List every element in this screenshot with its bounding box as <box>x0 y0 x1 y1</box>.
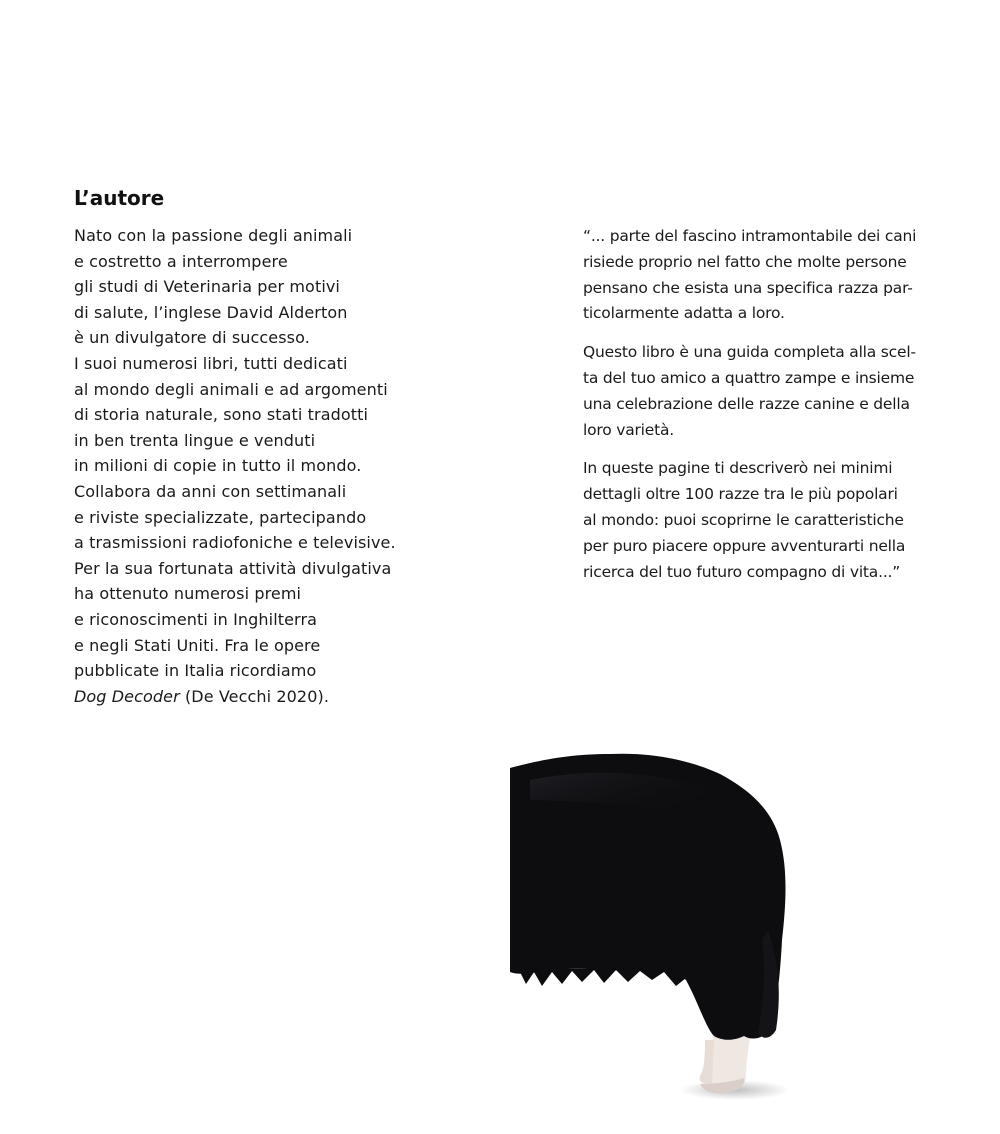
author-bio-text: Nato con la passione degli animali e costretto a interrompere gli studi di Veterinaria per motivi di salute, l’inglese David Alderton è un divulgatore di successo. I suoi numerosi libri, tutti dedicati al mondo degli animali e ad argomenti di storia naturale, sono stati tradotti in ben trenta lingue e venduti in milioni di copie in tutto il mondo. Collabora da anni con settimanali e riviste specializzate, partecipando a trasmissioni radiofoniche e televisive. Per la sua fortunata attività divulgativa ha ottenuto numerosi premi e riconoscimenti in Inghilterra e negli Stati Uniti. Fra le opere pubblicate in Italia ricordiamo <box>74 226 396 681</box>
book-title: Dog Decoder <box>74 686 180 706</box>
author-bio <box>74 223 419 709</box>
dog-far-leg <box>700 1040 714 1084</box>
book-quote <box>583 224 928 598</box>
quote-paragraph-1: “... parte del fascino intramontabile dei cani risiede proprio nel fatto che molte persone pensano che esista una specifica razza par- ticolarmente adatta a loro. <box>583 227 917 323</box>
quote-paragraph-3: In queste pagine ti descriverò nei minimi dettagli oltre 100 razze tra le più popolari al mondo: puoi scoprirne le caratteristiche per puro piacere oppure avventurarti nella ricerca del tuo futuro compagno di vita...” <box>583 459 906 581</box>
book-reference: (De Vecchi 2020). <box>179 686 330 706</box>
dog-rear-illustration <box>500 740 800 1110</box>
section-heading-author: L’autore <box>74 186 165 210</box>
quote-paragraph-2: Questo libro è una guida completa alla scel- ta del tuo amico a quattro zampe e insieme una celebrazione delle razze canine e della loro varietà. <box>583 343 916 439</box>
